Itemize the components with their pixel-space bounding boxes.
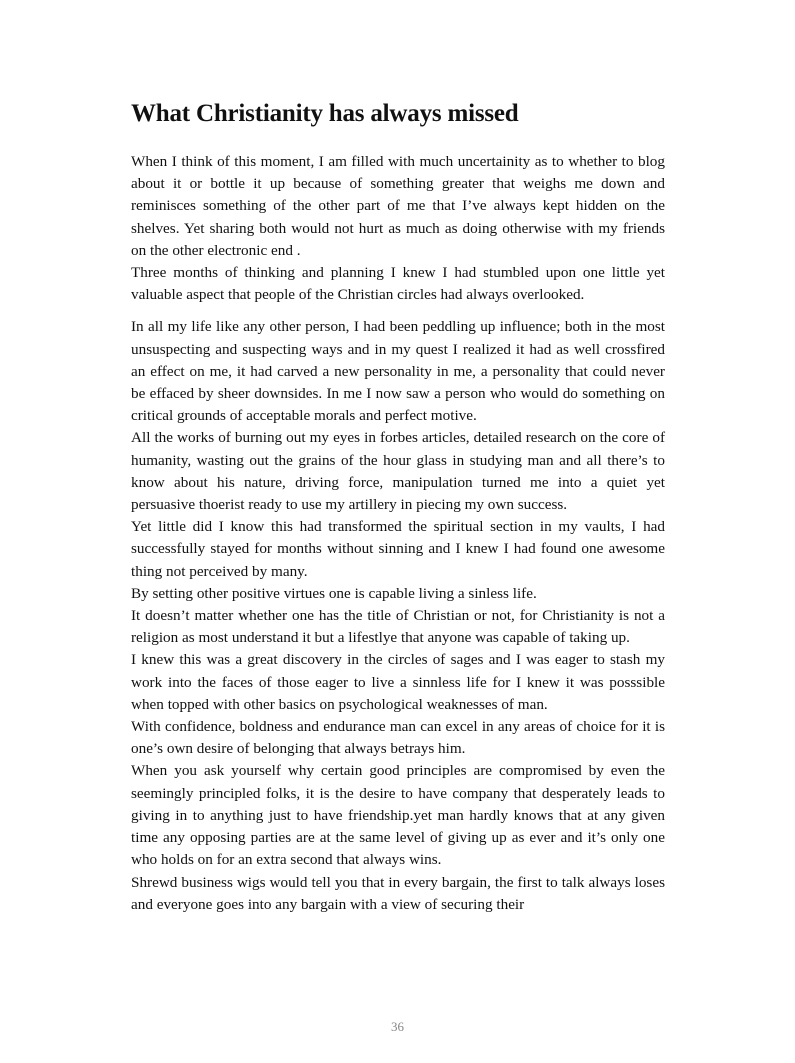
page-number: 36 bbox=[391, 1019, 404, 1034]
paragraph: With confidence, boldness and endurance man can excel in any areas of choice for it is one’s own desire of belonging that always betrays him. bbox=[131, 718, 665, 758]
paragraph: By setting other positive virtues one is capable living a sinless life. bbox=[131, 584, 537, 602]
paragraph: When I think of this moment, I am filled with much uncertainity as to whether to blog about it or bottle it up because of something greater that weighs me down and reminisces something of the other part of me that I’ve always kept hidden on the shelves. Yet sharing both would not hurt as much as doing otherwise with my friends on the other electronic end . bbox=[131, 153, 665, 259]
paragraph: All the works of burning out my eyes in forbes articles, detailed research on the core of humanity, wasting out the grains of the hour glass in studying man and all there’s to know about his nature, driving force, manipulation turned me into a quiet yet persuasive thoerist ready to use my artillery in piecing my own success. bbox=[131, 429, 665, 514]
paragraph: In all my life like any other person, I had been peddling up influence; both in the most unsuspecting and suspecting ways and in my quest I realized it had as well crossfired an effect on me, it had carved a new personality in me, a personality that could never be effaced by sheer downsides. In me I now saw a person who would do something on critical grounds of acceptable morals and perfect motive. bbox=[131, 318, 665, 425]
paragraph: Three months of thinking and planning I knew I had stumbled upon one little yet valuable aspect that people of the Christian circles had always overlooked. bbox=[131, 264, 665, 304]
paragraph: Shrewd business wigs would tell you that in every bargain, the first to talk always loses and everyone goes into any bargain with a view of securing their bbox=[131, 873, 665, 913]
page-title: What Christianity has always missed bbox=[131, 100, 519, 127]
body-text bbox=[131, 151, 665, 916]
paragraph: I knew this was a great discovery in the circles of sages and I was eager to stash my work into the faces of those eager to live a sinnless life for I knew it was posssible when topped with other basics on psychological weaknesses of man. bbox=[131, 651, 665, 713]
paragraph: Yet little did I know this had transformed the spiritual section in my vaults, I had successfully stayed for months without sinning and I knew I had found one awesome thing not perceived by many. bbox=[131, 518, 665, 580]
paragraph: When you ask yourself why certain good principles are compromised by even the seemingly principled folks, it is the desire to have company that desperately leads to giving in to anything just to have friendship.yet man hardly knows that at any given time any opposing parties are at the same level of giving up as ever and it’s only one who holds on for an extra second that always wins. bbox=[131, 762, 665, 869]
paragraph: It doesn’t matter whether one has the title of Christian or not, for Christianity is not a religion as most understand it but a lifestlye that anyone was capable of taking up. bbox=[131, 607, 665, 647]
